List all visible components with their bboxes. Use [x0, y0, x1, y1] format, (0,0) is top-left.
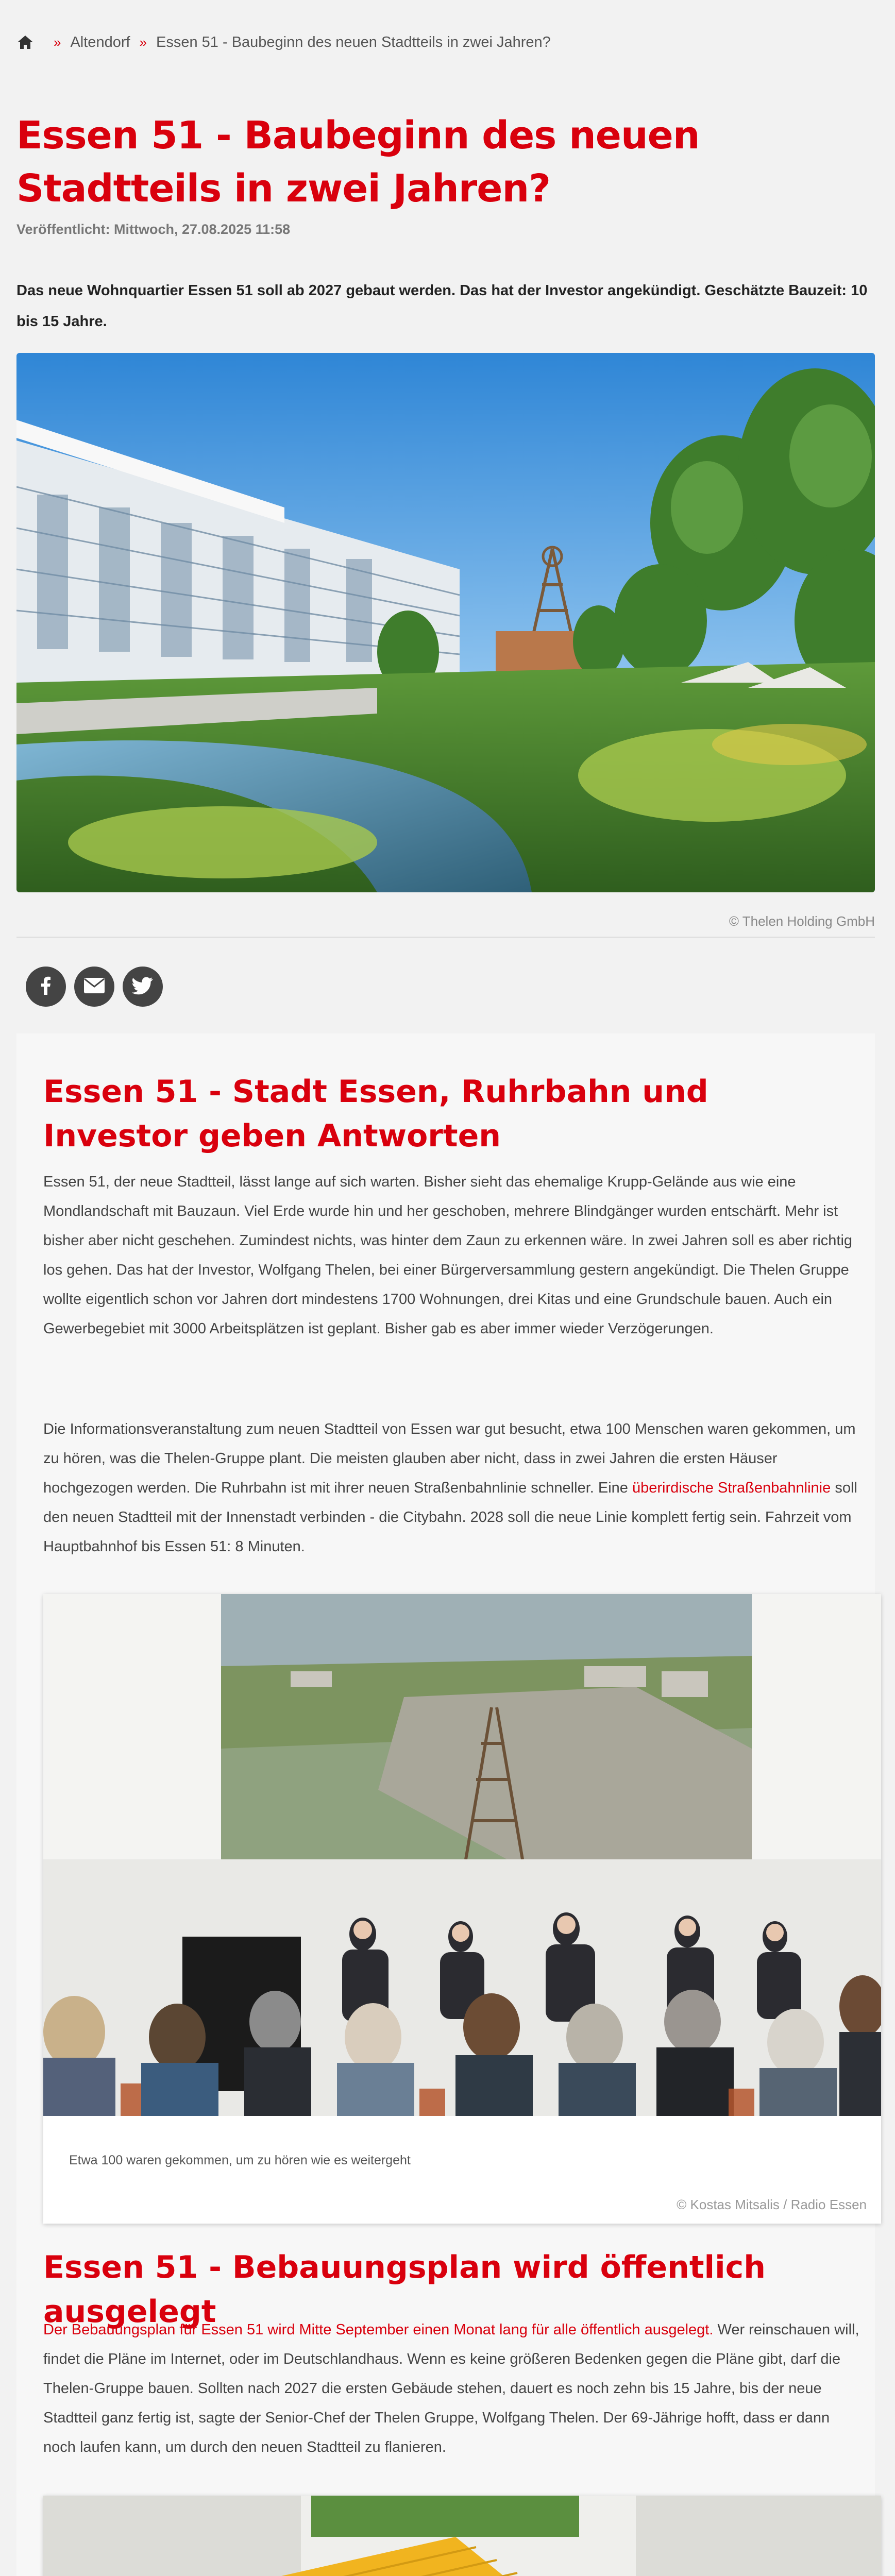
published-date: Veröffentlicht: Mittwoch, 27.08.2025 11:58 — [16, 222, 291, 237]
link-citybahn[interactable]: überirdische Straßenbahnlinie — [632, 1480, 831, 1496]
breadcrumb — [16, 32, 551, 53]
figure-caption: Etwa 100 waren gekommen, um zu hören wie es weitergeht — [69, 2153, 411, 2167]
divider — [16, 937, 875, 938]
paragraph-3 — [43, 2315, 863, 2462]
info-event-image — [43, 1594, 881, 2116]
facebook-share-button[interactable] — [26, 967, 66, 1007]
share-buttons — [26, 967, 163, 1007]
paragraph-2 — [43, 1415, 863, 1562]
hero-image-credit: © Thelen Holding GmbH — [729, 913, 875, 929]
email-icon — [83, 977, 106, 997]
home-icon[interactable] — [16, 35, 34, 50]
paragraph-1: Essen 51, der neue Stadtteil, lässt lange auf sich warten. Bisher sieht das ehemalige Krupp-Gelände aus wie eine Mondlandschaft mit Bauzaun. Viel Erde wurde hin und her geschoben, mehrere Blindgänger wurden entschärft. Mehr ist bisher aber nicht geschehen. Zumindest nichts, was hinter dem Zaun zu erkennen wäre. In zwei Jahren soll es aber richtig los gehen. Das hat der Investor, Wolfgang Thelen, bei einer Bürgerversammlung gestern angekündigt. Die Thelen Gruppe wollte eigentlich schon vor Jahren dort mindestens 1700 Wohnungen, drei Kitas und eine Grundschule bauen. Auch ein Gewerbegebiet mit 3000 Arbeitsplätzen ist geplant. Bisher gab es aber immer wieder Verzögerungen. — [43, 1174, 853, 1337]
paragraph-3-text: Wer reinschauen will, findet die Pläne im Internet, oder im Deutschlandhaus. Wenn es keine größeren Bedenken gegen die Pläne gibt, darf die Thelen-Gruppe bauen. Sollten nach 2027 die ersten Gebäude stehen, dauert es noch zehn bis 15 Jahre, bis der neue Stadtteil ganz fertig ist, sagte der Senior-Chef der Thelen Gruppe, Wolfgang Thelen. Der 69-Jährige hofft, dass er dann noch laufen kann, um durch den neuen Stadtteil zu flanieren. — [43, 2321, 859, 2455]
twitter-icon — [132, 976, 154, 997]
section-heading-1: Essen 51 - Stadt Essen, Ruhrbahn und Investor geben Antworten — [43, 1074, 708, 1154]
article-teaser: Das neue Wohnquartier Essen 51 soll ab 2027 gebaut werden. Das hat der Investor angekündigt. Geschätzte Bauzeit: 10 bis 15 Jahre. — [16, 282, 868, 330]
facebook-icon — [36, 975, 56, 998]
twitter-share-button[interactable] — [123, 967, 163, 1007]
figure-info-event — [43, 1594, 881, 2224]
article-body — [16, 1033, 875, 2576]
breadcrumb-current: Essen 51 - Baubeginn des neuen Stadtteils in zwei Jahren? — [156, 33, 551, 50]
breadcrumb-link-altendorf[interactable]: Altendorf — [70, 33, 130, 50]
hero-image — [16, 353, 875, 892]
breadcrumb-separator: » — [54, 34, 61, 50]
paragraph-2-text: Die Informationsveranstaltung zum neuen Stadtteil von Essen war gut besucht, etwa 100 Menschen waren gekommen, um zu hören, was die Thelen-Gruppe plant. Die meisten glauben aber nicht, dass in zwei Jahren die ersten Häuser hochgezogen werden. Die Ruhrbahn ist mit ihrer neuen Straßenbahnlinie schneller. Eine — [43, 1421, 856, 1496]
figure-plan-rendering — [43, 2496, 881, 2576]
plan-rendering-image — [43, 2496, 881, 2576]
link-bebauungsplan[interactable]: Der Bebauungsplan für Essen 51 wird Mitte September einen Monat lang für alle öffentlich ausgelegt. — [43, 2321, 714, 2338]
email-share-button[interactable] — [74, 967, 114, 1007]
figure-credit: © Kostas Mitsalis / Radio Essen — [677, 2197, 867, 2212]
breadcrumb-separator: » — [139, 34, 147, 50]
section-heading-2: Essen 51 - Bebauungsplan wird öffentlich ausgelegt — [43, 2249, 766, 2330]
paragraph-2-text-end: soll den neuen Stadtteil mit der Innenstadt verbinden - die Citybahn. 2028 soll die neue Linie komplett fertig sein. Fahrzeit vom Hauptbahnhof bis Essen 51: 8 Minuten. — [43, 1480, 857, 1555]
page-title: Essen 51 - Baubeginn des neuen Stadtteils in zwei Jahren? — [16, 113, 700, 211]
